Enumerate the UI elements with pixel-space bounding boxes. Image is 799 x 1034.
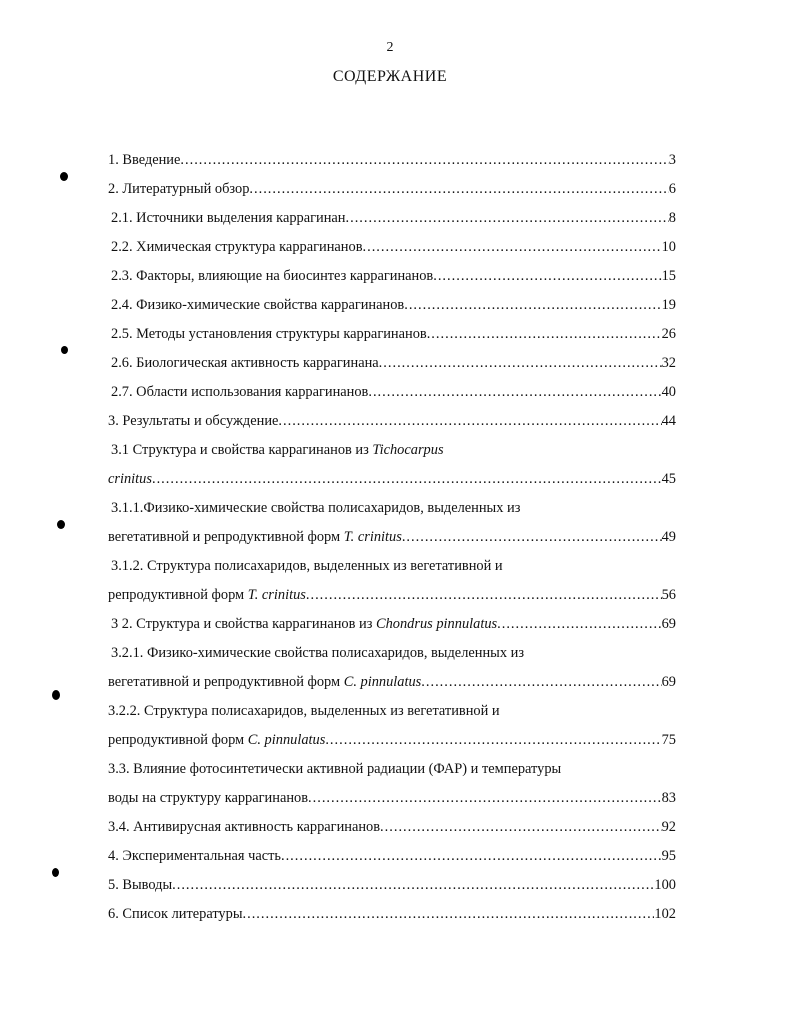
toc-entry[interactable]: 6. Список литературы ..... 102 (108, 904, 676, 924)
toc-entry[interactable]: 2.4. Физико-химические свойства каррагинанов ..... 19 (108, 295, 676, 315)
toc-entry-line[interactable]: 3.2.1. Физико-химические свойства полисахаридов, выделенных из (111, 645, 525, 661)
toc-entry[interactable]: 2.1. Источники выделения каррагинан ..... 8 (108, 208, 676, 228)
toc-entry[interactable]: 2.3. Факторы, влияющие на биосинтез каррагинанов ..... 15 (108, 266, 676, 286)
punch-hole-mark (52, 690, 60, 700)
toc-entry[interactable]: вегетативной и репродуктивной форм T. crinitus ..... 49 (108, 527, 676, 547)
toc-entry[interactable]: 3. Результаты и обсуждение ..... 44 (108, 411, 676, 431)
toc-entry-line[interactable]: 3.2.2. Структура полисахаридов, выделенных из вегетативной и (108, 703, 500, 719)
toc-entry[interactable]: 1. Введение ..... 3 (108, 150, 676, 170)
toc-entry-line[interactable]: 3.3. Влияние фотосинтетически активной радиации (ФАР) и температуры (108, 761, 562, 777)
toc-entry[interactable]: 2.7. Области использования каррагинанов ..... 40 (108, 382, 676, 402)
page-number: 2 (386, 40, 394, 55)
toc-entry[interactable]: 4. Экспериментальная часть ..... 95 (108, 846, 676, 866)
punch-hole-mark (60, 172, 68, 181)
toc-entry-line[interactable]: 3.1.1.Физико-химические свойства полисахаридов, выделенных из (111, 500, 521, 516)
punch-hole-mark (57, 520, 65, 529)
toc-entry[interactable]: 5. Выводы ..... 100 (108, 875, 676, 895)
punch-hole-mark (61, 346, 68, 354)
toc-entry[interactable]: воды на структуру каррагинанов ..... 83 (108, 788, 676, 808)
toc-entry[interactable]: 2.5. Методы установления структуры каррагинанов ..... 26 (108, 324, 676, 344)
toc-entry[interactable]: crinitus ..... 45 (108, 469, 676, 489)
toc-entry[interactable]: 2.2. Химическая структура каррагинанов ..... 10 (108, 237, 676, 257)
punch-hole-mark (52, 868, 59, 877)
toc-entry-line[interactable]: 3.1 Структура и свойства каррагинанов из Tichocarpus (111, 442, 444, 458)
toc-entry[interactable]: 2.6. Биологическая активность каррагинана ..... 32 (108, 353, 676, 373)
toc-entry-line[interactable]: 3.1.2. Структура полисахаридов, выделенных из вегетативной и (111, 558, 503, 574)
toc-entry[interactable]: 2. Литературный обзор ..... 6 (108, 179, 676, 199)
toc-entry[interactable]: 3 2. Структура и свойства каррагинанов из Chondrus pinnulatus ..... 69 (108, 614, 676, 634)
toc-entry[interactable]: 3.4. Антивирусная активность каррагинанов ..... 92 (108, 817, 676, 837)
toc-entry[interactable]: вегетативной и репродуктивной форм C. pinnulatus ..... 69 (108, 672, 676, 692)
toc-entry[interactable]: репродуктивной форм T. crinitus ..... 56 (108, 585, 676, 605)
toc-entry[interactable]: репродуктивной форм C. pinnulatus ..... 75 (108, 730, 676, 750)
page-title: СОДЕРЖАНИЕ (332, 68, 448, 85)
